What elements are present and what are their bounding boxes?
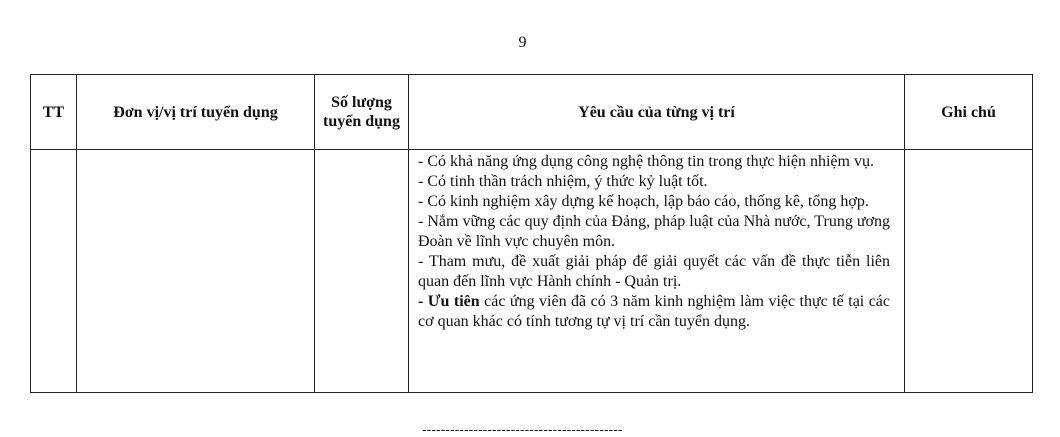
requirement-item: - Có kinh nghiệm xây dựng kế hoạch, lập báo cáo, thống kê, tổng hợp. <box>418 193 869 210</box>
cell-quantity <box>315 150 409 393</box>
header-tt: TT <box>31 75 77 150</box>
cell-tt <box>31 150 77 393</box>
header-quantity-label: Số lượng tuyển dụng <box>323 94 400 130</box>
end-rule: ------------------------------------------- <box>422 421 623 437</box>
priority-text: các ứng viên đã có 3 năm kinh nghiệm làm việc thực tế tại các cơ quan khác có tính tương tự vị trí cần tuyển dụng. <box>418 293 891 330</box>
header-notes: Ghi chú <box>905 75 1033 150</box>
cell-requirements <box>409 150 905 393</box>
table-row <box>31 150 1033 393</box>
header-requirements: Yêu cầu của từng vị trí <box>409 75 905 150</box>
requirement-item: - Có tinh thần trách nhiệm, ý thức kỷ luật tốt. <box>418 173 708 190</box>
page-number: 9 <box>518 34 527 51</box>
recruitment-table <box>30 74 1033 393</box>
cell-notes <box>905 150 1033 393</box>
header-quantity <box>315 75 409 150</box>
cell-unit <box>77 150 315 393</box>
requirement-item: - Nắm vững các quy định của Đảng, pháp luật của Nhà nước, Trung ương Đoàn về lĩnh vực chuyên môn. <box>418 213 890 250</box>
requirement-item-priority <box>418 292 890 332</box>
requirement-item: - Tham mưu, đề xuất giải pháp để giải quyết các vấn đề thực tiễn liên quan đến lĩnh vực Hành chính - Quản trị. <box>418 253 890 290</box>
table-header-row <box>31 75 1033 150</box>
header-unit: Đơn vị/vị trí tuyển dụng <box>77 75 315 150</box>
requirement-item: - Có khả năng ứng dụng công nghệ thông tin trong thực hiện nhiệm vụ. <box>418 153 874 170</box>
priority-label: - Ưu tiên <box>418 293 480 310</box>
